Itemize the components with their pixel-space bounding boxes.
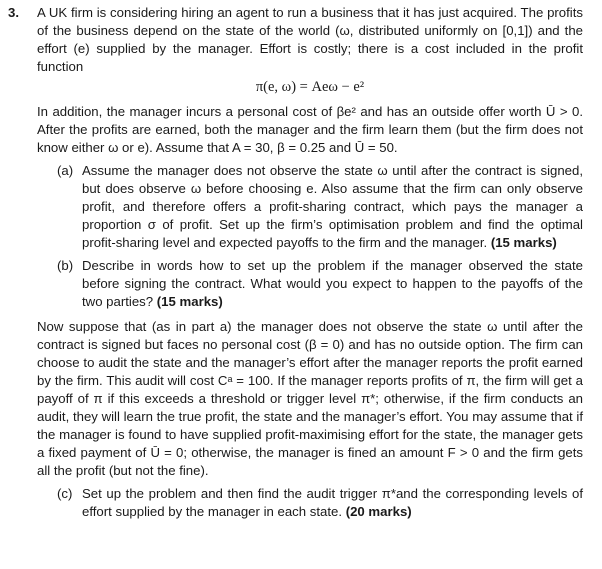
part-b-text: Describe in words how to set up the problem if the manager observed the state before signing the contract. What would you expect to happen to the payoffs of the two parties?	[82, 258, 583, 309]
part-b-marks: (15 marks)	[156, 294, 223, 309]
part-c-label: (c)	[57, 486, 73, 501]
part-a-marks: (15 marks)	[490, 235, 557, 250]
audit-paragraph: Now suppose that (as in part a) the manager does not observe the state ω until after the contract is signed but faces no personal cost (β = 0) and has no outside option. The firm can choose to audit the state and the manager’s effort after the manager reports the profit earned by the firm. This audit will cost Cᵃ = 100. If the manager reports profits of π, the firm will get a payoff of π if this exceeds a threshold or trigger level π*; otherwise, if the firm conducts an audit, they will learn the true profit, the state and the manager’s effort. You may assume that if the manager is found to have supplied profit-maximising effort for the state, the manager gets a fixed payment of Ū = 0; otherwise, the manager is fined an amount F > 0 and the firm gets all the profit (but not the fine).	[37, 319, 583, 478]
part-b-label: (b)	[57, 258, 74, 273]
part-a-text: Assume the manager does not observe the state ω until after the contract is signed, but does observe ω before choosing e. Also assume that the firm can only observe profit, and therefore offers a profit-sharing contract, which pays the manager a proportion σ of profit. Set up the firm’s optimisation problem and find the optimal profit-sharing level and expected payoffs to the firm and the manager.	[82, 163, 583, 250]
question-number: 3.	[8, 5, 19, 20]
part-a-label: (a)	[57, 163, 74, 178]
assumptions-paragraph: In addition, the manager incurs a personal cost of βe² and has an outside offer worth Ū > 0. After the profits are earned, both the manager and the firm learn them (but the firm does not know either ω or e). Assume that A = 30, β = 0.25 and Ū = 50.	[37, 104, 583, 155]
part-c	[37, 485, 583, 521]
intro-paragraph: A UK firm is considering hiring an agent to run a business that it has just acquired. The profits of the business depend on the state of the world (ω, distributed uniformly on [0,1]) and the effort (e) supplied by the manager. Effort is costly; there is a cost included in the profit function	[37, 5, 583, 74]
question-body	[37, 4, 583, 521]
part-a	[37, 162, 583, 252]
part-c-text: Set up the problem and then find the audit trigger π*and the corresponding levels of effort supplied by the manager in each state.	[82, 486, 583, 519]
part-c-marks: (20 marks)	[345, 504, 412, 519]
part-b	[37, 257, 583, 311]
profit-equation: π(e, ω) = Aeω − e²	[255, 79, 365, 95]
